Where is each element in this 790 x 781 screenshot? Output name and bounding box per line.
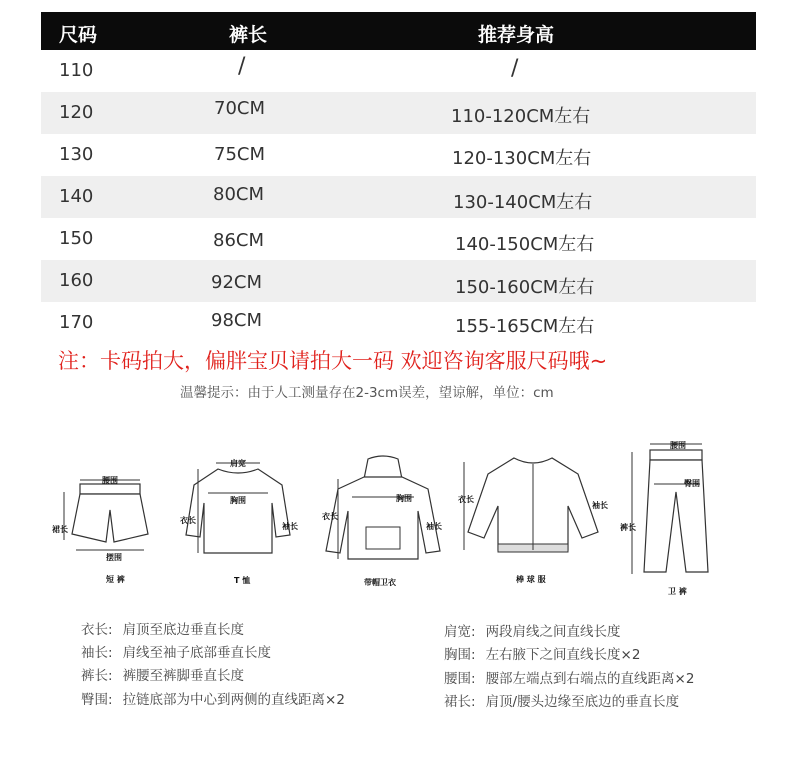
shorts-figure xyxy=(50,470,160,590)
size-note: 注：卡码拍大，偏胖宝贝请拍大一码 欢迎咨询客服尺码哦~ xyxy=(58,349,608,373)
table-row xyxy=(41,302,756,344)
waist-label: 腰围 xyxy=(670,441,686,450)
cell-length: 80CM xyxy=(213,184,265,205)
definition-item xyxy=(81,664,244,684)
length-label: 裤长 xyxy=(620,523,636,532)
tee-caption: T 恤 xyxy=(234,576,251,585)
cell-length: / xyxy=(238,54,246,79)
definition-item xyxy=(444,643,640,663)
definition-item xyxy=(81,641,271,661)
tee-figure xyxy=(178,455,308,590)
cell-size: 110 xyxy=(59,60,94,81)
cell-length: 86CM xyxy=(213,230,265,251)
cell-height: 110-120CM左右 xyxy=(451,106,591,127)
definition-key: 裤长: xyxy=(81,668,113,684)
cell-size: 150 xyxy=(59,228,94,249)
cell-size: 120 xyxy=(59,102,94,123)
cell-size: 160 xyxy=(59,270,94,291)
definition-text: 裤腰至裤脚垂直长度 xyxy=(122,668,245,684)
definition-text: 两段肩线之间直线长度 xyxy=(485,624,621,640)
definition-item xyxy=(81,618,244,638)
length-label: 衣长 xyxy=(180,516,196,525)
definition-text: 肩顶/腰头边缘至底边的垂直长度 xyxy=(485,694,680,710)
definition-key: 臀围: xyxy=(81,692,113,708)
cell-size: 130 xyxy=(59,144,94,165)
definition-key: 袖长: xyxy=(81,645,113,661)
table-row xyxy=(41,260,756,302)
cell-length: 70CM xyxy=(214,98,266,119)
chest-label: 胸围 xyxy=(230,496,246,505)
length-label: 衣长 xyxy=(322,512,338,521)
definition-key: 胸围: xyxy=(444,647,476,663)
definition-item xyxy=(444,667,694,687)
chest-label: 胸围 xyxy=(396,494,412,503)
table-row xyxy=(41,50,756,92)
pants-caption: 卫 裤 xyxy=(668,587,687,596)
definition-item xyxy=(444,620,621,640)
header-size: 尺码 xyxy=(59,24,98,46)
cell-size: 140 xyxy=(59,186,94,207)
hoodie-drawing xyxy=(318,455,448,565)
definition-key: 衣长: xyxy=(81,622,113,638)
shoulder-label: 肩宽 xyxy=(230,459,246,468)
definition-key: 裙长: xyxy=(444,694,476,710)
table-row xyxy=(41,176,756,218)
definition-text: 腰部左端点到右端点的直线距离×2 xyxy=(485,671,695,687)
cell-length: 92CM xyxy=(211,272,263,293)
hoodie-caption: 带帽卫衣 xyxy=(364,578,396,587)
hem-label: 摆围 xyxy=(106,553,122,562)
cell-height: 150-160CM左右 xyxy=(455,277,595,298)
definition-text: 拉链底部为中心到两侧的直线距离×2 xyxy=(122,692,345,708)
definition-key: 肩宽: xyxy=(444,624,476,640)
shorts-caption: 短 裤 xyxy=(106,575,125,584)
cell-length: 98CM xyxy=(211,310,263,331)
definition-item xyxy=(81,688,345,708)
pants-figure xyxy=(620,432,730,600)
cell-height: 155-165CM左右 xyxy=(455,316,595,337)
definition-text: 肩顶至底边垂直长度 xyxy=(122,622,245,638)
header-height: 推荐身高 xyxy=(478,24,555,46)
measurement-tip: 温馨提示：由于人工测量存在2-3cm误差，望谅解，单位：cm xyxy=(180,385,554,401)
length-label: 衣长 xyxy=(458,495,474,504)
jacket-figure xyxy=(458,450,608,590)
definition-text: 左右腋下之间直线长度×2 xyxy=(485,647,641,663)
length-label: 裙长 xyxy=(52,525,68,534)
cell-length: 75CM xyxy=(214,144,266,165)
table-header xyxy=(41,12,756,50)
header-pants-length: 裤长 xyxy=(229,24,268,46)
cell-height: 130-140CM左右 xyxy=(453,192,593,213)
jacket-caption: 棒 球 服 xyxy=(516,575,546,584)
sleeve-label: 袖长 xyxy=(426,522,442,531)
table-row xyxy=(41,92,756,134)
definition-text: 肩线至袖子底部垂直长度 xyxy=(122,645,272,661)
table-row xyxy=(41,134,756,176)
definition-item xyxy=(444,690,679,710)
table-row xyxy=(41,218,756,260)
tee-drawing xyxy=(178,455,308,560)
cell-size: 170 xyxy=(59,312,94,333)
cell-height: 140-150CM左右 xyxy=(455,234,595,255)
definition-key: 腰围: xyxy=(444,671,476,687)
hip-label: 臀围 xyxy=(684,479,700,488)
sleeve-label: 袖长 xyxy=(282,522,298,531)
sleeve-label: 袖长 xyxy=(592,501,608,510)
hoodie-figure xyxy=(318,455,448,590)
pants-drawing xyxy=(620,432,730,582)
size-table xyxy=(41,12,756,344)
jacket-drawing xyxy=(458,450,608,560)
waist-label: 腰围 xyxy=(102,476,118,485)
cell-height: / xyxy=(511,56,519,81)
cell-height: 120-130CM左右 xyxy=(452,148,592,169)
